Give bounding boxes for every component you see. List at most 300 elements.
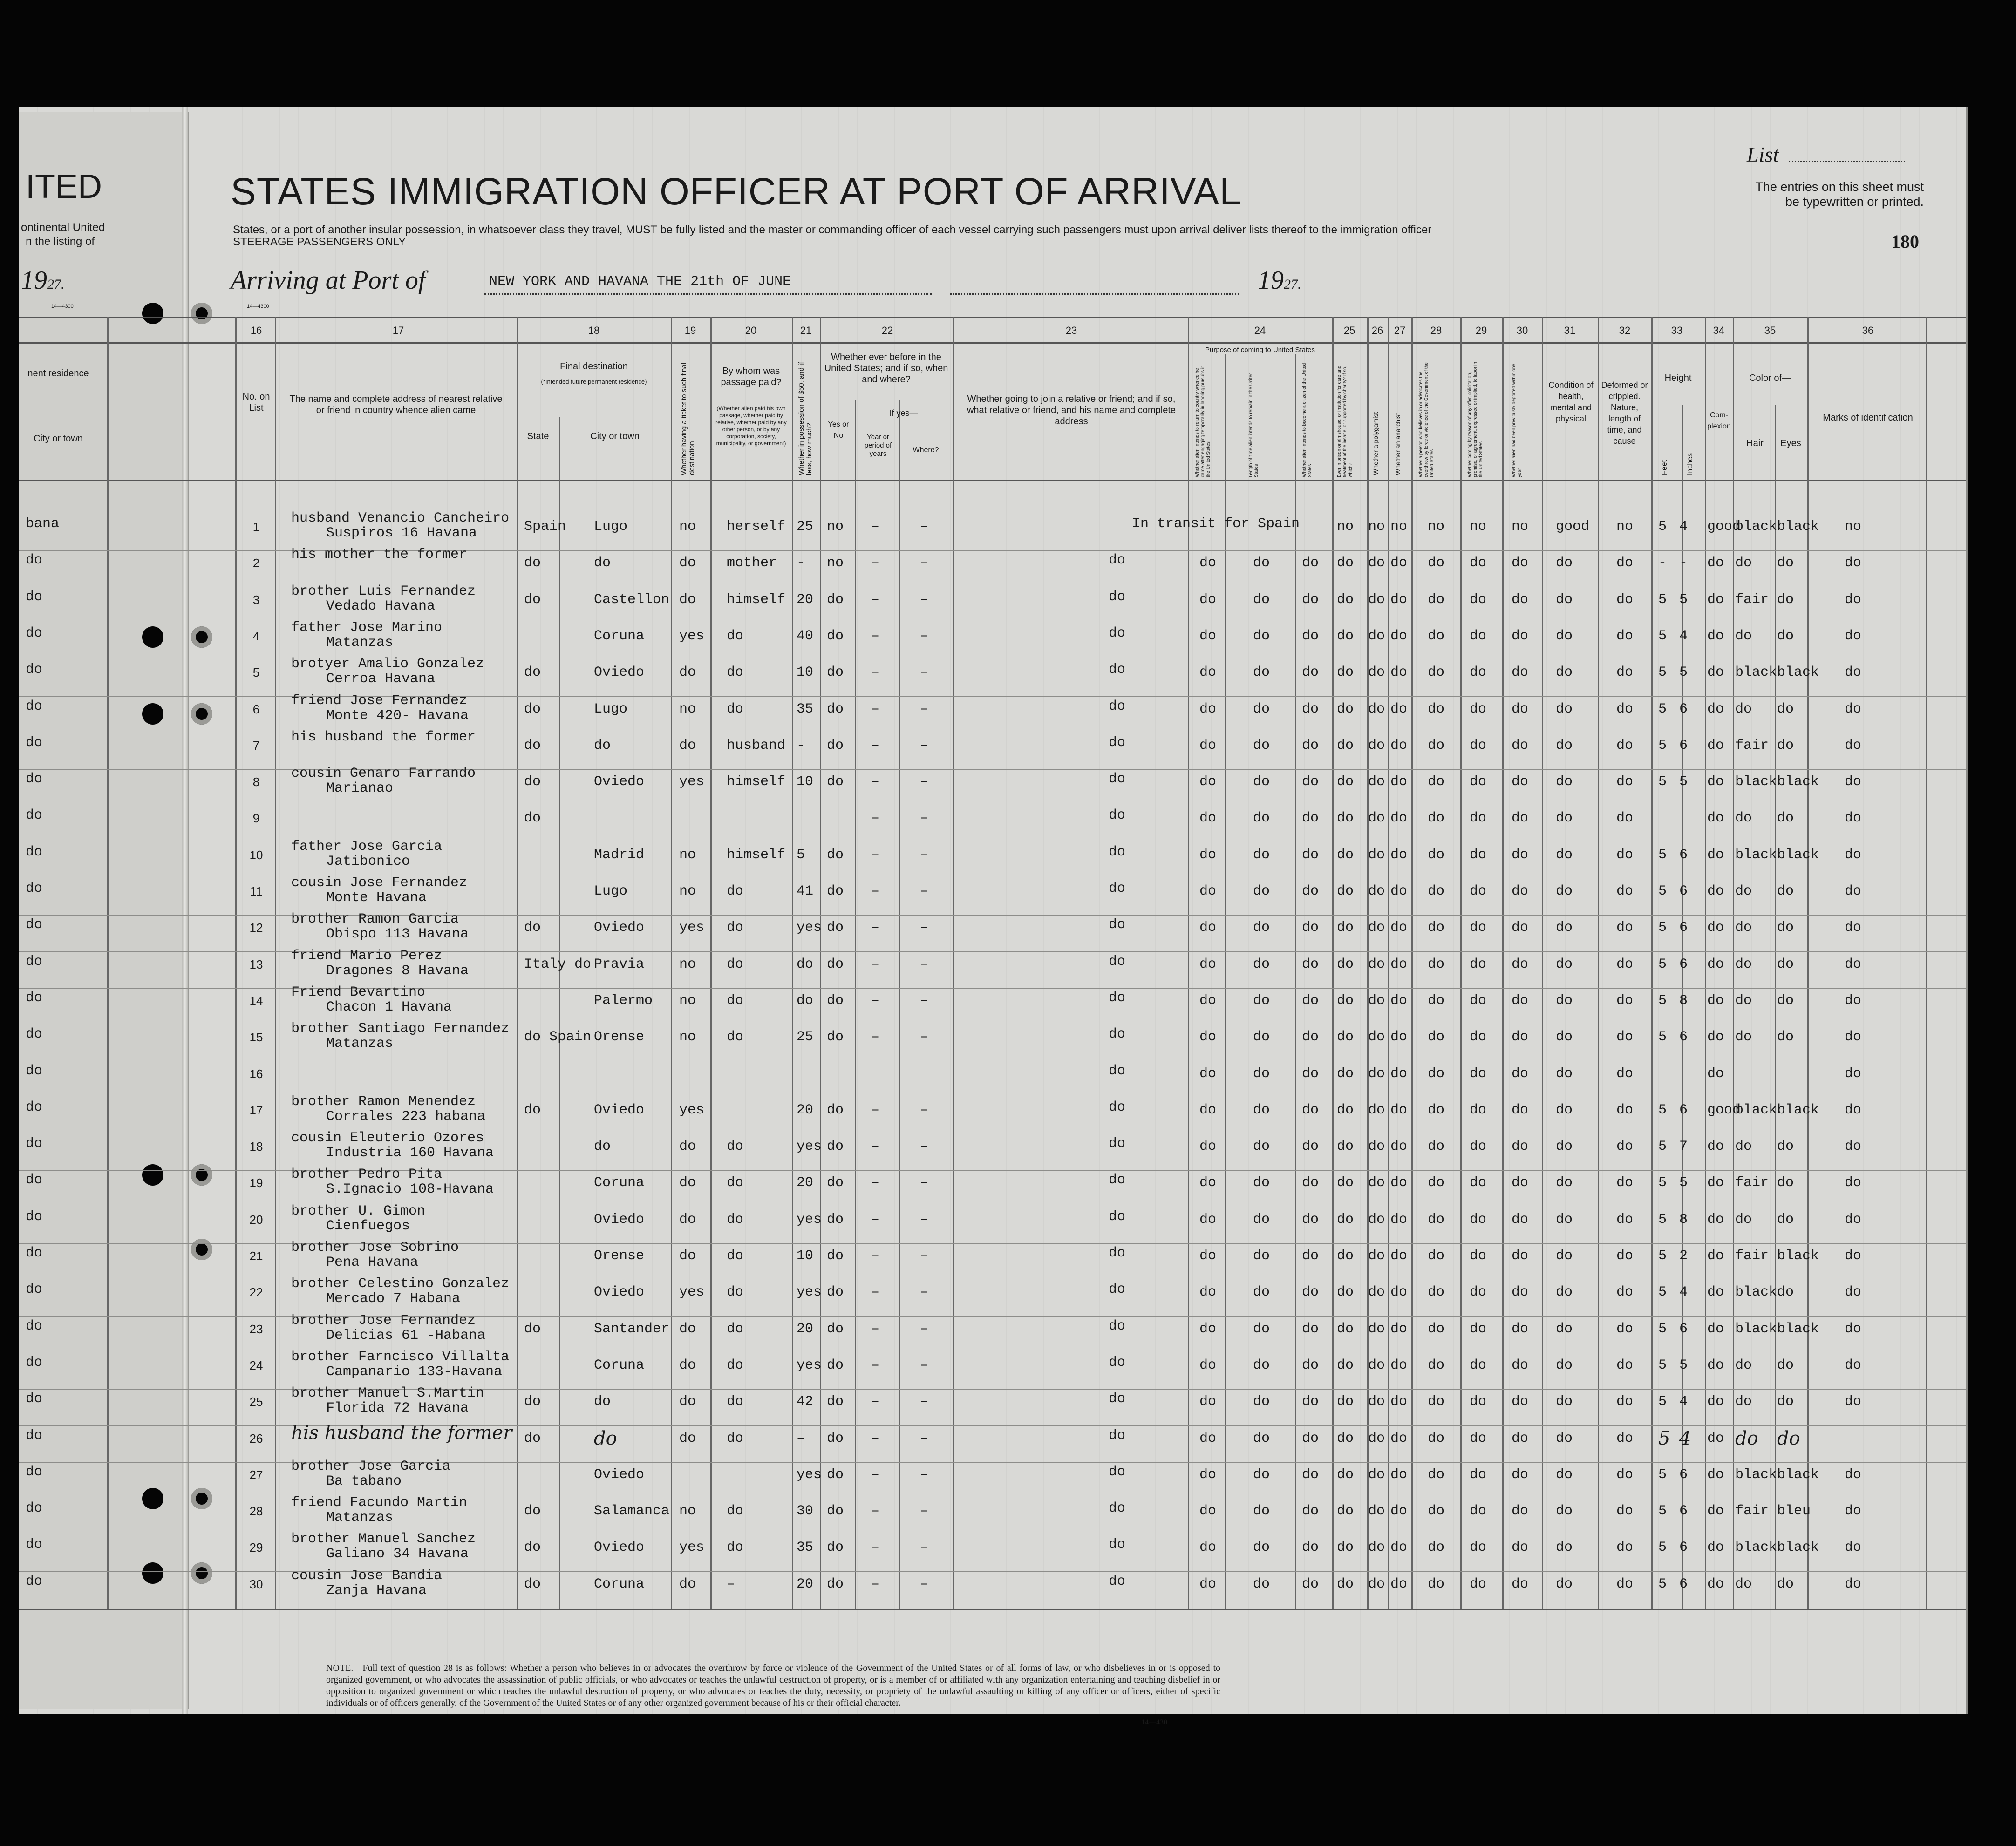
where-cell: – [920, 1466, 929, 1483]
passage-paid-cell: herself [727, 519, 786, 535]
join-relative-cell: do [1109, 698, 1126, 714]
offer-cell: do [1470, 1248, 1487, 1264]
relative-address-cell: S.Ignacio 108-Havana [326, 1181, 494, 1198]
where-cell: – [920, 1029, 929, 1045]
header-height: Height [1664, 373, 1692, 383]
join-relative-cell: do [1109, 1427, 1126, 1444]
health-cell: good [1556, 519, 1590, 535]
binder-hole [191, 303, 212, 324]
row-number-cell: 4 [252, 629, 260, 643]
anarchist-cell: do [1390, 847, 1408, 863]
left-residence-cell: do [26, 1354, 43, 1371]
state-cell: do [524, 1394, 541, 1410]
row-number-cell: 30 [249, 1577, 263, 1591]
inches-cell: 2 [1679, 1248, 1688, 1264]
marks-cell: do [1845, 847, 1862, 863]
ticket-cell: yes [679, 774, 705, 790]
health-cell: do [1556, 1029, 1573, 1045]
column-number: 33 [1671, 325, 1683, 336]
marks-cell: do [1845, 1540, 1862, 1556]
offer-cell: do [1470, 1503, 1487, 1520]
offer-cell: do [1470, 701, 1487, 717]
passage-paid-cell: do [727, 1284, 744, 1301]
join-relative-cell: do [1109, 1318, 1126, 1334]
feet-cell: 5 [1658, 1248, 1667, 1264]
row-number-cell: 25 [249, 1395, 263, 1409]
column-number: 21 [800, 325, 812, 336]
relative-address-cell: Industria 160 Havana [326, 1145, 494, 1161]
relative-name-cell: brother Manuel Sanchez [291, 1531, 476, 1547]
where-cell: – [920, 1503, 929, 1520]
polygamist-cell: do [1368, 1102, 1385, 1118]
ever-before-cell: do [827, 1357, 844, 1373]
offer-cell: do [1470, 992, 1487, 1009]
year-cell: – [871, 519, 880, 535]
relative-address-cell: Matanzas [326, 1510, 394, 1526]
header-hair: Hair [1746, 438, 1764, 448]
purpose-citizen-cell: do [1302, 847, 1319, 863]
marks-cell: no [1845, 519, 1862, 535]
relative-address-cell: Delicias 61 -Habana [326, 1327, 486, 1344]
relative-address-cell: Cerroa Havana [326, 671, 436, 687]
offer-cell: do [1470, 1175, 1487, 1191]
offer-cell: do [1470, 1394, 1487, 1410]
money-cell: 20 [797, 1175, 814, 1191]
year-cell: – [871, 591, 880, 608]
purpose-return-cell: do [1199, 1175, 1217, 1191]
deformed-cell: do [1616, 701, 1634, 717]
row-number-cell: 9 [252, 811, 260, 826]
overthrow-cell: do [1428, 1394, 1445, 1410]
header-by-whom: By whom was passage paid? [721, 366, 782, 387]
anarchist-cell: do [1390, 1284, 1408, 1301]
marks-cell: do [1845, 920, 1862, 936]
hair-cell: do [1735, 555, 1752, 571]
money-cell: - [797, 737, 805, 753]
deported-cell: no [1512, 519, 1529, 535]
table-row [0, 766, 2016, 808]
state-cell: do [524, 1503, 541, 1520]
anarchist-cell: do [1390, 555, 1408, 571]
deported-cell: do [1512, 956, 1529, 972]
eyes-cell: black [1777, 665, 1819, 681]
polygamist-cell: do [1368, 701, 1385, 717]
purpose-citizen-cell: do [1302, 1066, 1319, 1082]
state-cell: do [524, 920, 541, 936]
complexion-cell: do [1707, 1321, 1724, 1337]
health-cell: do [1556, 1284, 1573, 1301]
where-cell: – [920, 1284, 929, 1301]
inches-cell: 6 [1679, 1576, 1688, 1592]
year-cell: – [871, 1503, 880, 1520]
polygamist-cell: do [1368, 1248, 1385, 1264]
where-cell: – [920, 1321, 929, 1337]
ticket-cell: no [679, 956, 696, 972]
overthrow-cell: do [1428, 810, 1445, 827]
health-cell: do [1556, 810, 1573, 827]
state-cell: do [524, 1576, 541, 1592]
money-cell: yes [797, 920, 822, 936]
relative-name-cell: brother Manuel S.Martin [291, 1385, 484, 1402]
feet-cell: 5 [1658, 992, 1667, 1009]
purpose-length-cell: do [1253, 1394, 1270, 1410]
header-ever-before: Whether ever before in the United States; and if so, when and where? [824, 352, 948, 385]
overthrow-cell: do [1428, 1430, 1445, 1446]
prison-cell: do [1337, 628, 1354, 644]
deported-cell: do [1512, 1540, 1529, 1556]
prison-cell: do [1337, 1066, 1354, 1082]
overthrow-cell: do [1428, 956, 1445, 972]
left-residence-cell: do [26, 1026, 43, 1043]
feet-cell: 5 [1658, 1357, 1667, 1373]
overthrow-cell: do [1428, 847, 1445, 863]
anarchist-cell: do [1390, 628, 1408, 644]
join-relative-cell: do [1109, 881, 1126, 896]
purpose-citizen-cell: do [1302, 628, 1319, 644]
purpose-citizen-cell: do [1302, 1357, 1319, 1373]
relative-address-cell: Pena Havana [326, 1255, 419, 1270]
health-cell: do [1556, 1139, 1573, 1155]
health-cell: do [1556, 774, 1573, 790]
polygamist-cell: do [1368, 847, 1385, 863]
anarchist-cell: do [1390, 920, 1408, 936]
offer-cell: do [1470, 883, 1487, 899]
purpose-return-cell: do [1199, 956, 1217, 972]
city-cell: Santander [594, 1321, 670, 1337]
relative-address-cell: Vedado Havana [326, 598, 436, 614]
anarchist-cell: do [1390, 1175, 1408, 1191]
deformed-cell: do [1616, 992, 1634, 1009]
prison-cell: do [1337, 1284, 1354, 1301]
deformed-cell: do [1616, 1211, 1634, 1228]
health-cell: do [1556, 1503, 1573, 1520]
overthrow-cell: do [1428, 665, 1445, 681]
left-page-line: ontinental United [21, 221, 105, 234]
deported-cell: do [1512, 555, 1529, 571]
marks-cell: do [1845, 665, 1862, 681]
offer-cell: do [1470, 1576, 1487, 1592]
eyes-cell: black [1777, 519, 1819, 535]
marks-cell: do [1845, 1503, 1862, 1520]
polygamist-cell: do [1368, 591, 1385, 608]
relative-address-cell: Matanzas [326, 634, 394, 651]
anarchist-cell: do [1390, 1102, 1408, 1118]
year-cell: – [871, 1102, 880, 1118]
complexion-cell: do [1707, 810, 1724, 827]
form-code: 14—4300 [247, 304, 269, 309]
row-number-cell: 6 [252, 702, 260, 716]
row-number-cell: 17 [249, 1103, 263, 1117]
health-cell: do [1556, 1211, 1573, 1228]
purpose-citizen-cell: do [1302, 1102, 1319, 1118]
ticket-cell: no [679, 519, 696, 535]
purpose-citizen-cell: do [1302, 1503, 1319, 1520]
hair-cell: do [1735, 992, 1752, 1009]
purpose-return-cell: do [1199, 774, 1217, 790]
purpose-length-cell: do [1253, 1175, 1270, 1191]
city-cell: do [594, 1139, 611, 1155]
row-number-cell: 16 [249, 1066, 263, 1081]
deformed-cell: do [1616, 1576, 1634, 1592]
polygamist-cell: do [1368, 665, 1385, 681]
marks-cell: do [1845, 628, 1862, 644]
year-cell: – [871, 701, 880, 717]
relative-address-cell: Florida 72 Havana [326, 1400, 469, 1417]
where-cell: – [920, 1175, 929, 1191]
city-cell: Castellon [594, 591, 670, 608]
dotted-line [950, 293, 1239, 295]
deported-cell: do [1512, 1321, 1529, 1337]
health-cell: do [1556, 1466, 1573, 1483]
deported-cell: do [1512, 1394, 1529, 1410]
prison-cell: do [1337, 810, 1354, 827]
health-cell: do [1556, 737, 1573, 753]
row-number-cell: 21 [249, 1249, 263, 1263]
deformed-cell: do [1616, 628, 1634, 644]
prison-cell: do [1337, 701, 1354, 717]
complexion-cell: do [1707, 1029, 1724, 1045]
row-number-cell: 2 [252, 556, 260, 570]
deported-cell: do [1512, 920, 1529, 936]
feet-cell: 5 [1658, 701, 1667, 717]
arriving-value: NEW YORK AND HAVANA THE 21th OF JUNE [489, 274, 791, 290]
ticket-cell: do [679, 1175, 696, 1191]
header-offer: Whether coming by reason of any offer, solicitation, promise, or agreement, expressed or implied, to labor in the United States [1467, 362, 1484, 477]
header-condition: Condition of health, mental and physical [1548, 380, 1594, 423]
city-cell: Oviedo [594, 1284, 645, 1301]
where-cell: – [920, 555, 929, 571]
polygamist-cell: do [1368, 1284, 1385, 1301]
complexion-cell: do [1707, 1466, 1724, 1483]
inches-cell: 6 [1679, 701, 1688, 717]
passage-paid-cell: husband [727, 737, 786, 753]
deformed-cell: do [1616, 1357, 1634, 1373]
deformed-cell: do [1616, 810, 1634, 827]
deformed-cell: do [1616, 956, 1634, 972]
hair-cell: black [1735, 847, 1778, 863]
prison-cell: do [1337, 1175, 1354, 1191]
left-residence-cell: do [26, 844, 43, 860]
passage-paid-cell: himself [727, 774, 786, 790]
prison-cell: do [1337, 1466, 1354, 1483]
purpose-return-cell: do [1199, 1576, 1217, 1592]
complexion-cell: do [1707, 1540, 1724, 1556]
relative-name-cell: brother Jose Fernandez [291, 1312, 476, 1329]
deported-cell: do [1512, 1102, 1529, 1118]
join-relative-cell: do [1109, 589, 1126, 605]
prison-cell: do [1337, 920, 1354, 936]
left-residence-cell: do [26, 1427, 43, 1444]
relative-name-cell: husband Venancio Cancheiro [291, 510, 510, 526]
ever-before-cell: do [827, 1175, 844, 1191]
year-cell: – [871, 1321, 880, 1337]
marks-cell: do [1845, 1139, 1862, 1155]
deformed-cell: do [1616, 1394, 1634, 1410]
left-residence-cell: do [26, 1282, 43, 1298]
hair-cell: black [1735, 1284, 1778, 1301]
ticket-cell: do [679, 737, 696, 753]
hair-cell: do [1735, 810, 1752, 827]
inches-cell: 5 [1679, 1357, 1688, 1373]
left-residence-cell: do [26, 1208, 43, 1225]
overthrow-cell: do [1428, 1576, 1445, 1592]
marks-cell: do [1845, 1357, 1862, 1373]
hair-cell: do [1735, 1394, 1752, 1410]
relative-address-cell: Suspiros 16 Havana [326, 525, 477, 541]
purpose-return-cell: do [1199, 1139, 1217, 1155]
purpose-return-cell: do [1199, 1102, 1217, 1118]
deformed-cell: do [1616, 737, 1634, 753]
purpose-citizen-cell: do [1302, 956, 1319, 972]
passage-paid-cell: do [727, 1357, 744, 1373]
column-number: 32 [1619, 325, 1631, 336]
ticket-cell: do [679, 1211, 696, 1228]
eyes-cell: do [1777, 1357, 1794, 1373]
ever-before-cell: do [827, 1211, 844, 1228]
ticket-cell: do [679, 1394, 696, 1410]
overthrow-cell: do [1428, 1211, 1445, 1228]
relative-address-cell: Jatibonico [326, 853, 410, 869]
anarchist-cell: no [1390, 519, 1408, 535]
marks-cell: do [1845, 992, 1862, 1009]
hair-cell: do [1735, 1211, 1752, 1228]
money-cell: yes [797, 1466, 822, 1483]
header-eyes: Eyes [1780, 438, 1801, 448]
eyes-cell: black [1777, 1102, 1819, 1118]
ever-before-cell: do [827, 1466, 844, 1483]
deported-cell: do [1512, 992, 1529, 1009]
purpose-length-cell: do [1253, 1540, 1270, 1556]
overthrow-cell: do [1428, 628, 1445, 644]
relative-name-cell: brother Ramon Menendez [291, 1093, 476, 1110]
year-cell: – [871, 992, 880, 1009]
ticket-cell: do [679, 1139, 696, 1155]
deported-cell: do [1512, 1066, 1529, 1082]
relative-name-cell: his husband the former [291, 1422, 512, 1444]
money-cell: 10 [797, 665, 814, 681]
inches-cell: 6 [1679, 956, 1688, 972]
money-cell: 20 [797, 1321, 814, 1337]
inches-cell: 7 [1679, 1139, 1688, 1155]
polygamist-cell: do [1368, 1357, 1385, 1373]
row-number-cell: 23 [249, 1322, 263, 1336]
city-cell: Coruna [594, 1576, 645, 1592]
prison-cell: do [1337, 1503, 1354, 1520]
eyes-cell: do [1777, 956, 1794, 972]
arriving-label: Arriving at Port of [231, 266, 426, 295]
purpose-length-cell: do [1253, 701, 1270, 717]
purpose-length-cell: do [1253, 1503, 1270, 1520]
purpose-return-cell: do [1199, 1284, 1217, 1301]
inches-cell: 6 [1679, 1540, 1688, 1556]
purpose-return-cell: do [1199, 1357, 1217, 1373]
ever-before-cell: do [827, 1139, 844, 1155]
purpose-citizen-cell: do [1302, 1430, 1319, 1446]
header-anarchist: Whether an anarchist [1394, 413, 1402, 475]
feet-cell: 5 [1658, 1540, 1667, 1556]
left-residence-cell: bana [26, 516, 60, 532]
purpose-return-cell: do [1199, 1394, 1217, 1410]
where-cell: – [920, 1394, 929, 1410]
purpose-return-cell: do [1199, 555, 1217, 571]
deformed-cell: do [1616, 847, 1634, 863]
inches-cell: 6 [1679, 1503, 1688, 1520]
deported-cell: do [1512, 1248, 1529, 1264]
where-cell: – [920, 992, 929, 1009]
deformed-cell: do [1616, 591, 1634, 608]
header-by-whom-note: (Whether alien paid his own passage, whether paid by relative, whether paid by any other person, or by any corporation, society, municipality, or government) [715, 405, 787, 447]
health-cell: do [1556, 1066, 1573, 1082]
column-number: 26 [1371, 325, 1383, 336]
deformed-cell: do [1616, 1466, 1634, 1483]
header-prison: Ever in prison or almshouse, or institution for care and treatment of the insane, or supported by charity? If so, which? [1337, 366, 1353, 477]
marks-cell: do [1845, 591, 1862, 608]
prison-cell: do [1337, 1102, 1354, 1118]
complexion-cell: do [1707, 737, 1724, 753]
header-if-yes: If yes— [889, 408, 918, 418]
complexion-cell: do [1707, 701, 1724, 717]
feet-cell: 5 [1658, 628, 1667, 644]
offer-cell: do [1470, 1466, 1487, 1483]
polygamist-cell: do [1368, 1211, 1385, 1228]
join-relative-cell: do [1109, 1136, 1126, 1152]
deformed-cell: no [1616, 519, 1634, 535]
ever-before-cell: do [827, 701, 844, 717]
complexion-cell: do [1707, 591, 1724, 608]
relative-name-cell: brother Celestino Gonzalez [291, 1276, 510, 1292]
left-residence-cell: do [26, 1172, 43, 1188]
marks-cell: do [1845, 1284, 1862, 1301]
purpose-citizen-cell: do [1302, 810, 1319, 827]
inches-cell: 6 [1679, 737, 1688, 753]
column-number: 28 [1430, 325, 1442, 336]
purpose-length-cell: do [1253, 992, 1270, 1009]
row-number-cell: 18 [249, 1140, 263, 1154]
join-relative-cell: do [1109, 1099, 1126, 1115]
deported-cell: do [1512, 737, 1529, 753]
anarchist-cell: do [1390, 1248, 1408, 1264]
join-relative-cell: do [1109, 1063, 1126, 1079]
ever-before-cell: do [827, 992, 844, 1009]
prison-cell: do [1337, 1357, 1354, 1373]
marks-cell: do [1845, 883, 1862, 899]
header-final-destination-note: (*Intended future permanent residence) [541, 378, 647, 385]
purpose-length-cell: do [1253, 1321, 1270, 1337]
footnote: NOTE.—Full text of question 28 is as follows: Whether a person who believes in or advocates the overthrow by force or violence of the Government of the United States or of all forms of law, or who disbelieves in or is opposed to organized government, or who advocates the assassination of public officials, or who advocates or teaches the unlawful destruction of property, or is a member of or affiliated with any organization entertaining and teaching disbelief in or opposition to organized government or which teaches the unlawful destruction of property, or who advocates or teaches the duty, necessity, or propriety of the unlawful assaulting or killing of any officer or officers, either of specific individuals or of officers generally, of the Government of the United States or of any other organized government because of his or their official character. [326, 1663, 1220, 1708]
feet-cell: 5 [1658, 774, 1667, 790]
offer-cell: do [1470, 1029, 1487, 1045]
ticket-cell: do [679, 1430, 696, 1446]
inches-cell: 4 [1679, 1394, 1688, 1410]
relative-name-cell: friend Mario Perez [291, 948, 443, 964]
purpose-citizen-cell: do [1302, 1321, 1319, 1337]
complexion-cell: do [1707, 1066, 1724, 1082]
join-relative-cell: do [1109, 625, 1126, 641]
purpose-length-cell: do [1253, 956, 1270, 972]
column-number: 16 [250, 325, 262, 336]
polygamist-cell: do [1368, 1139, 1385, 1155]
overthrow-cell: do [1428, 1540, 1445, 1556]
passage-paid-cell: do [727, 701, 744, 717]
prison-cell: do [1337, 1430, 1354, 1446]
overthrow-cell: do [1428, 920, 1445, 936]
column-number: 30 [1516, 325, 1528, 336]
complexion-cell: do [1707, 628, 1724, 644]
city-cell: Oviedo [594, 774, 645, 790]
hair-cell: black [1735, 1540, 1778, 1556]
prison-cell: do [1337, 847, 1354, 863]
row-number-cell: 5 [252, 665, 260, 680]
